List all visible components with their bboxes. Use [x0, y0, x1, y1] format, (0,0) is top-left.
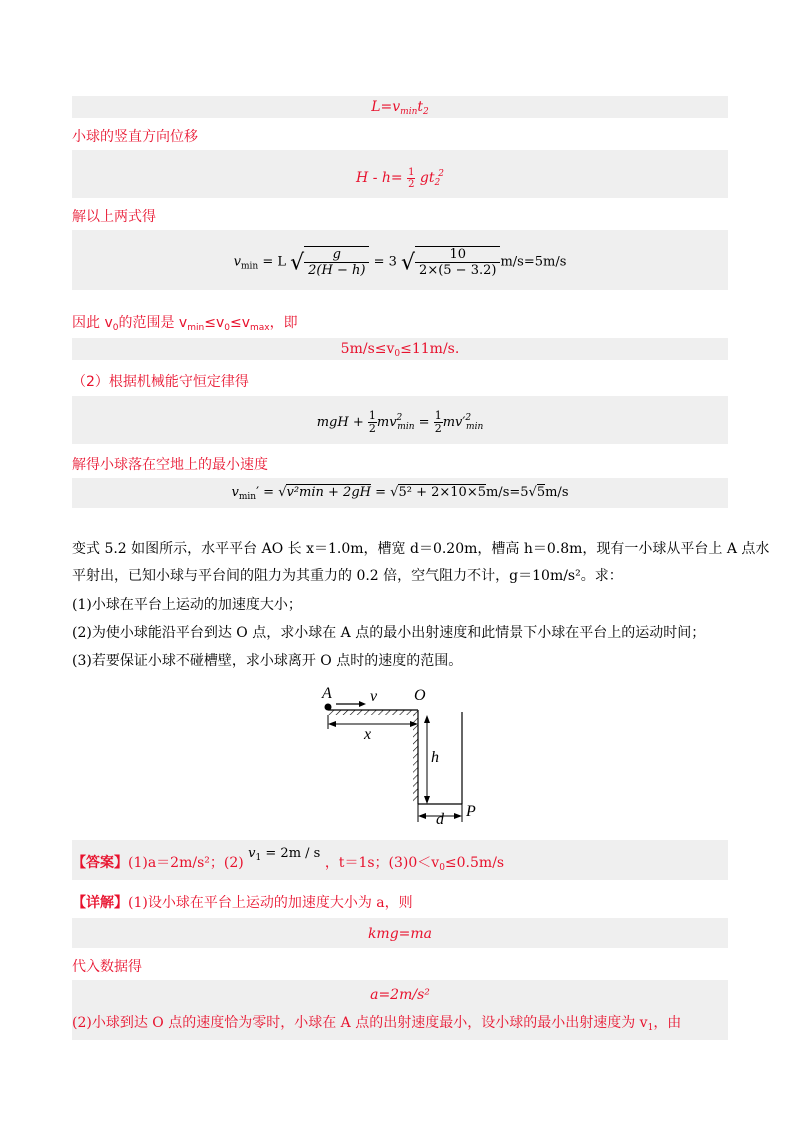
label-solve: 解以上两式得 — [72, 209, 156, 225]
part2-label: （2）根据机械能守恒定律得 — [72, 374, 249, 390]
equation-vmin: $v_{min} = L$ √ $\frac{g}{2(H - h)}$ = 3 √ $\frac{10}{2\times(5 - 3.2)}$ m/s=5m/s — [233, 247, 567, 278]
label-P: P — [466, 803, 476, 820]
question-3: (3)若要保证小球不碰槽壁，求小球离开 O 点时的速度的范围。 — [72, 653, 463, 669]
label-vertical-displacement: 小球的竖直方向位移 — [72, 129, 198, 145]
problem-line-1: 变式 5.2 如图所示，水平平台 AO 长 x＝1.0m，槽宽 d＝0.20m，槽高 h＝0.8m，现有一小球从平台上 A 点水 — [72, 541, 770, 557]
label-d: d — [436, 811, 444, 828]
equation-a: a=2m/s² — [370, 987, 430, 1003]
equation-kmg: kmg=ma — [367, 926, 433, 942]
platform-diagram — [310, 684, 500, 829]
label-A: A — [322, 685, 332, 702]
range-text: 因此 $v_0$的范围是 $v_{min}\le v_0\le v_{max}$，即 — [72, 315, 298, 333]
energy-equation: mgH + $\frac{1}{2}$ $mv^2_{min}$ = $\frac{1}{2}$ $mv'^2_{min}$ — [316, 409, 484, 435]
detail-line: 【详解】(1)设小球在平台上运动的加速度大小为 a，则 — [72, 895, 413, 911]
label-x: x — [364, 726, 372, 743]
substitute-label: 代入数据得 — [72, 959, 142, 975]
label-h: h — [431, 749, 439, 766]
ball-A — [325, 704, 332, 711]
min-speed-equation: $v_{min}' = √v^2\min + 2gH = √5^2 + 2\times 10\times 5m/s=5√5m/s$ — [231, 485, 569, 502]
label-v: v — [370, 688, 378, 705]
question-1: (1)小球在平台上运动的加速度大小； — [72, 597, 302, 613]
question-2: (2)为使小球能沿平台到达 O 点，求小球在 A 点的最小出射速度和此情景下小球在平台上的运动时间； — [72, 625, 706, 641]
equation-fall: H - h= $\frac{1}{2}$ $gt_2^2$ — [356, 166, 444, 190]
range-equation: $5m/s\le v_0\le 11m/s$. — [340, 341, 460, 359]
min-speed-label: 解得小球落在空地上的最小速度 — [72, 457, 268, 473]
part2-text: (2)小球到达 O 点的速度恰为零时，小球在 A 点的出射速度最小，设小球的最小出射速度为 $v_1$，由 — [72, 1015, 682, 1033]
problem-line-2: 平射出，已知小球与平台间的阻力为其重力的 0.2 倍，空气阻力不计，g＝10m/s²。求： — [72, 568, 623, 584]
answer-line: 【答案】(1)a＝2m/s²；(2) $v_1 = 2m / s$ ，t＝1s；$(3)0<v_0\le 0.5m/s$ — [72, 846, 505, 873]
label-O: O — [414, 687, 426, 704]
equation-L: $L=v_{min}t_2$ — [371, 99, 429, 117]
